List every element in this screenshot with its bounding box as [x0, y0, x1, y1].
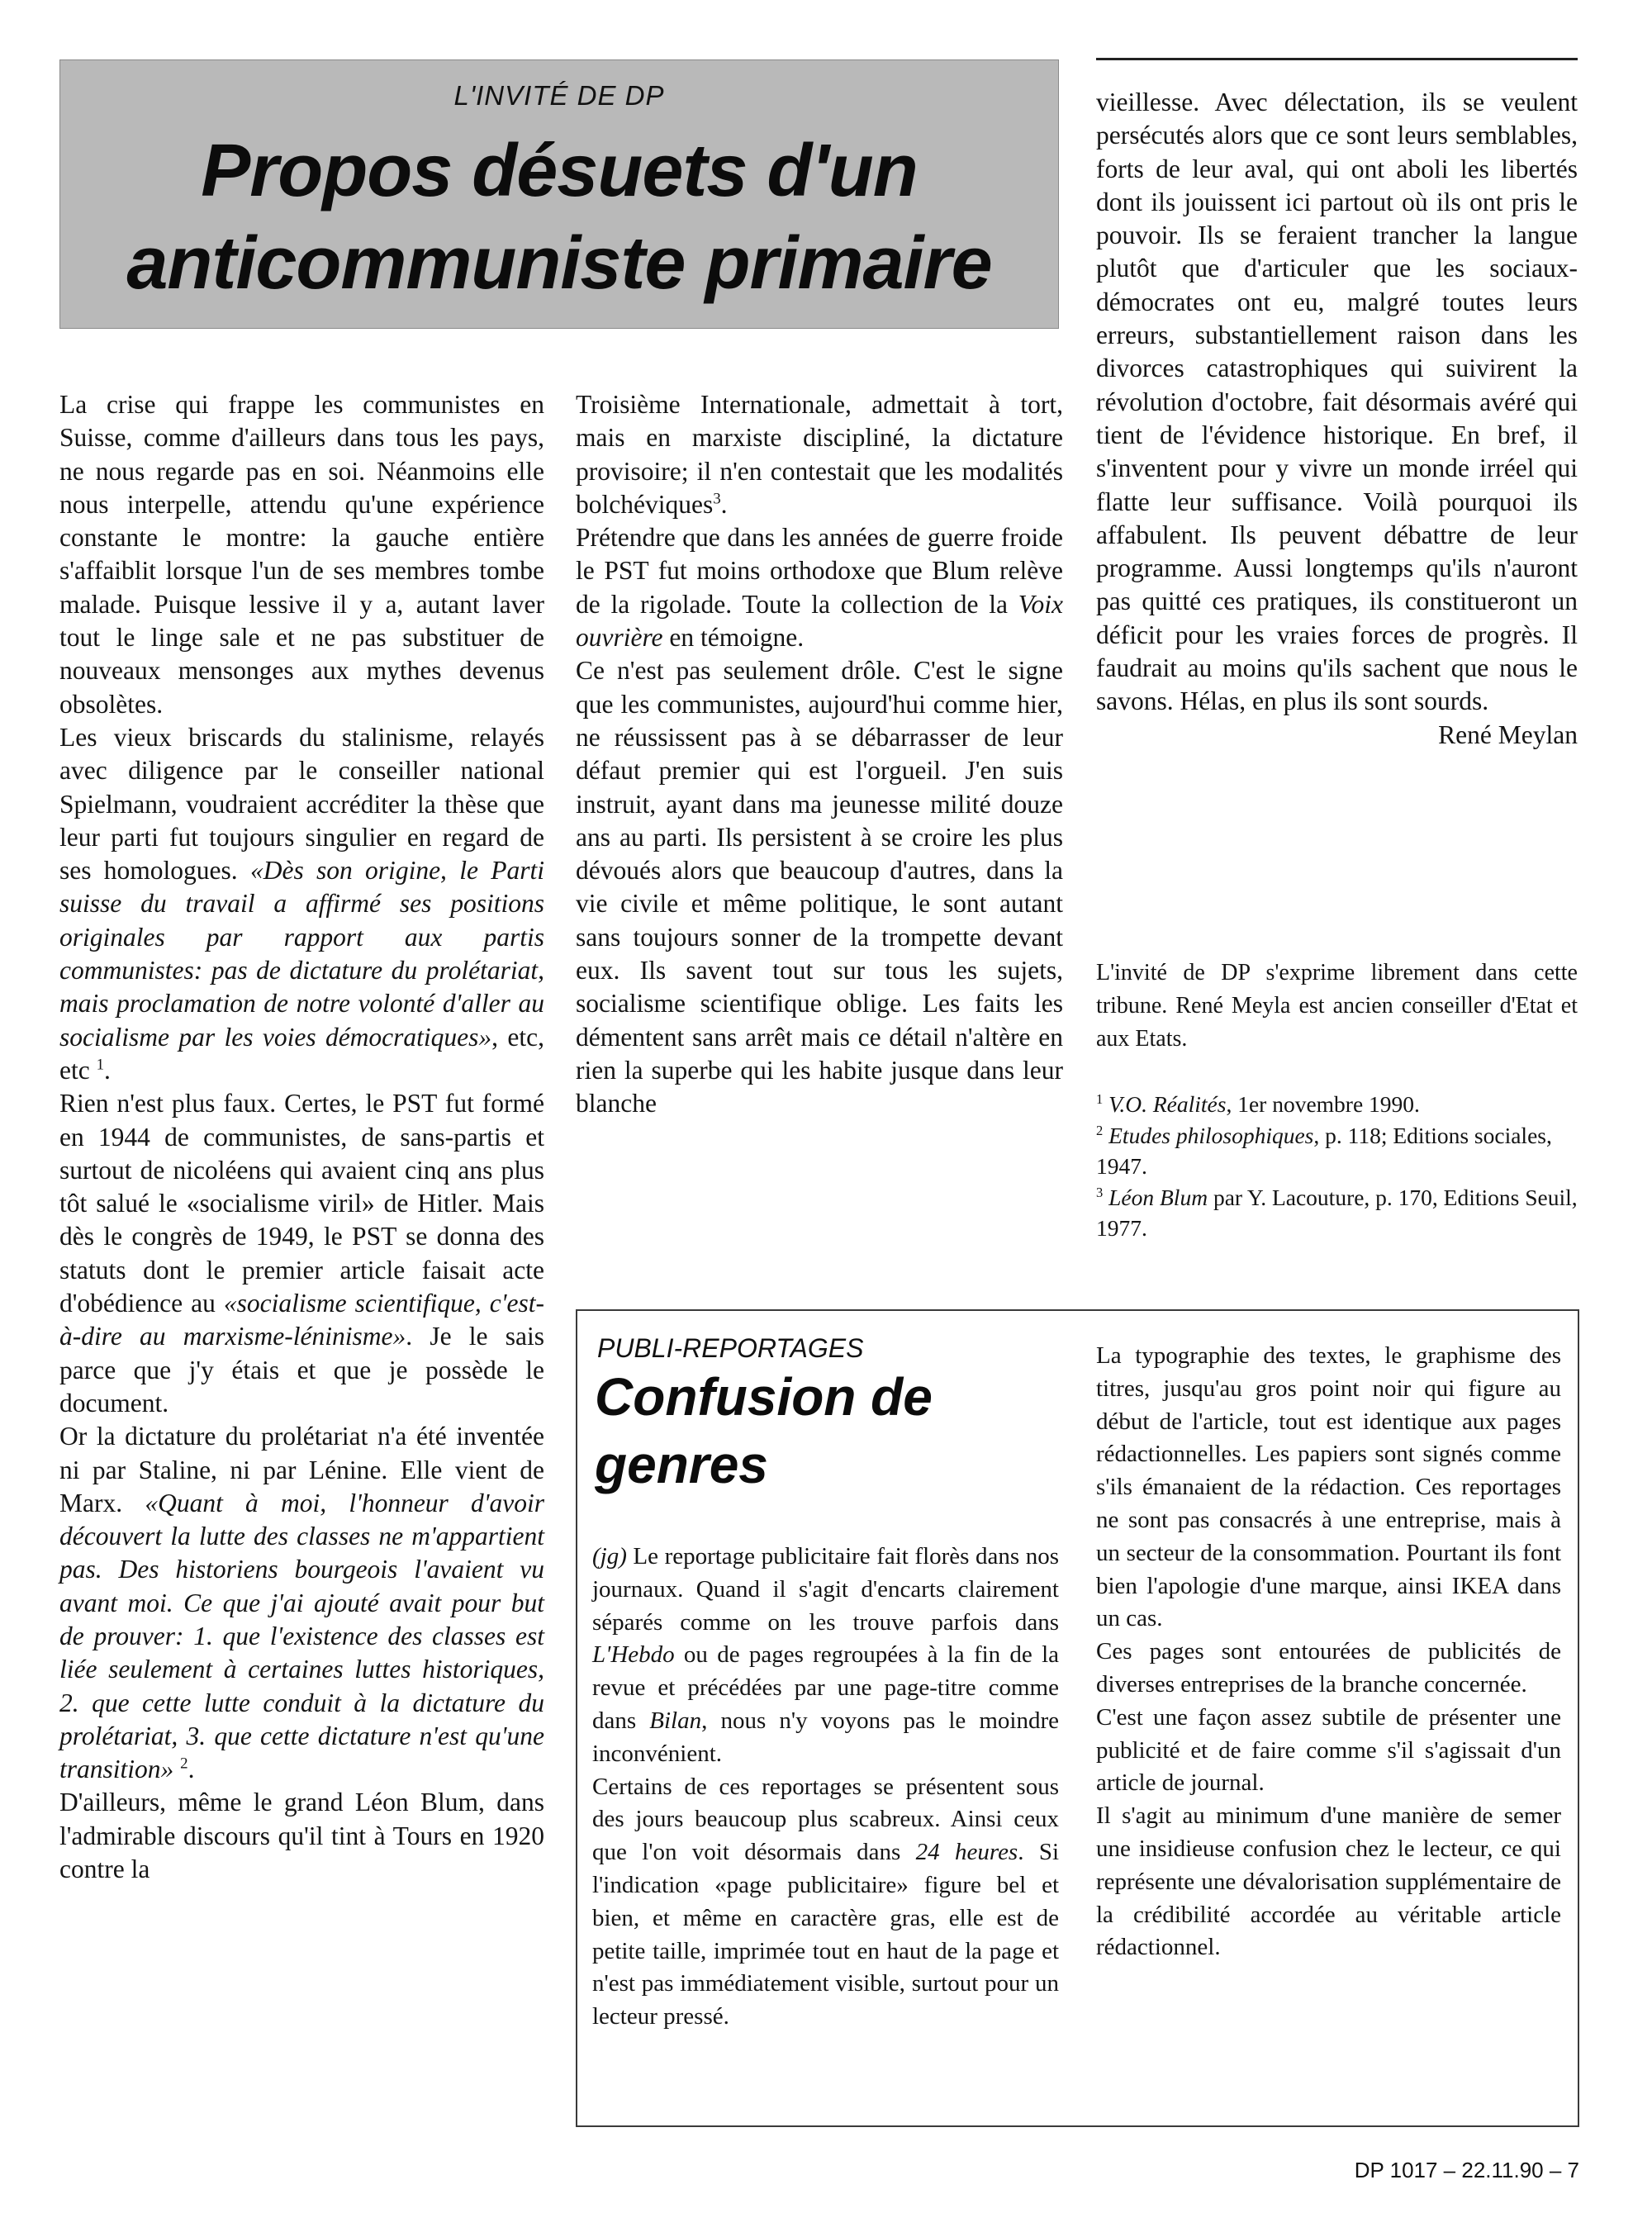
paragraph [59, 1420, 544, 1786]
text-run: Les vieux briscards du stalinisme, relayés avec diligence par le conseiller national Spielmann, voudraient accréditer la thèse que leur parti fut toujours singulier en regard de ses homologues. [59, 722, 544, 886]
paragraph: L'invité de DP s'exprime librement dans cette tribune. René Meyla est ancien conseiller d'Etat et aux Etats. [1096, 960, 1578, 1052]
column-top-rule [1096, 58, 1578, 60]
paragraph [592, 1771, 1059, 2034]
publi-column-1 [592, 1541, 1059, 2034]
text-run: Le reportage publicitaire fait florès dans nos journaux. Quand il s'agit d'encarts clairement séparés comme on les trouve parfois dans [592, 1543, 1059, 1636]
article-column-3 [1096, 86, 1578, 752]
italic-run: Léon Blum [1108, 1184, 1208, 1210]
article-title-box [59, 59, 1059, 329]
italic-run: Bilan [649, 1707, 702, 1734]
text-run: , 1er novembre 1990. [1226, 1091, 1420, 1117]
quote-run: «Quant à moi, l'honneur d'avoir découvert la lutte des classes ne m'appartient pas. Des historiens bourgeois l'avaient vu avant moi. Ce que j'ai ajouté avait pour but de prouver: 1. que l'existence des classes est liée seulement à certaines luttes historiques, 2. que cette lutte conduit à la dictature du prolétariat, 3. que cette dictature n'est qu'une transition» [59, 1488, 544, 1784]
italic-run: V.O. Réalités [1108, 1091, 1227, 1117]
italic-run: 24 heures [915, 1839, 1018, 1866]
paragraph: La crise qui frappe les communistes en Suisse, comme d'ailleurs dans tous les pays, ne nous regarde pas en soi. Néanmoins elle nous interpelle, attendu qu'une expérience constante le montre: la gauche entière s'affaiblit lorsque l'un de ses membres tombe malade. Puisque lessive il y a, autant laver tout le linge sale et ne pas substituer de nouveaux mensonges aux mythes devenus obsolètes. [59, 390, 544, 719]
footnote-2 [1096, 1120, 1578, 1182]
footnote-ref: 3 [713, 490, 721, 508]
publi-title: Confusion de genres [595, 1367, 933, 1494]
text-run [173, 1755, 180, 1783]
footnotes [1096, 1089, 1578, 1244]
text-run: . Si l'indication «page publicitaire» figure bel et bien, et même en caractère gras, elle est de petite taille, imprimée tout en haut de la page et n'est pas immédiatement visible, surtout pour un lecteur pressé. [592, 1839, 1059, 2030]
quote-run: «socialisme scientifique, c'est-à-dire au marxisme-léninisme» [59, 1289, 544, 1351]
italic-run: Voix ouvrière [576, 589, 1063, 653]
footnote-3 [1096, 1182, 1578, 1244]
footnote-ref: 2 [180, 1755, 188, 1773]
paragraph: D'ailleurs, même le grand Léon Blum, dans l'admirable discours qu'il tint à Tours en 1920 contre la [59, 1788, 544, 1884]
quote-run: «Dès son origine, le Parti suisse du travail a affirmé ses positions originales par rapport aux partis communistes: pas de dictature du prolétariat, mais proclamation de notre volonté d'aller au socialisme par les voies démocratiques» [59, 856, 544, 1052]
text-run: Prétendre que dans les années de guerre froide le PST fut moins orthodoxe que Blum relève de la rigolade. Toute la collection de la [576, 523, 1063, 619]
article-kicker: L'INVITÉ DE DP [453, 80, 665, 111]
italic-run: Etudes philosophiques [1108, 1122, 1314, 1148]
footnote-number: 1 [1096, 1090, 1104, 1107]
footnote-number: 2 [1096, 1122, 1104, 1138]
text-run: , p. 118; Editions sociales, 1947. [1096, 1122, 1552, 1179]
paragraph: Il s'agit au minimum d'une manière de semer une insidieuse confusion chez le lecteur, ce qui représente une dévalorisation supplémentaire de la crédibilité accordée au véritable article rédactionnel. [1096, 1802, 1561, 1961]
publi-kicker: PUBLI-REPORTAGES [597, 1333, 864, 1363]
text-run: , nous n'y voyons pas le moindre inconvénient. [592, 1707, 1059, 1767]
footnote-1 [1096, 1089, 1578, 1120]
footnote-ref: 1 [96, 1056, 105, 1074]
publi-column-2 [1096, 1340, 1561, 1964]
text-run: . [104, 1055, 111, 1085]
text-run: par Y. Lacouture, p. 170, Editions Seuil, 1977. [1096, 1184, 1578, 1241]
author-signature: René Meylan [1438, 719, 1578, 749]
text-run: Troisième Internationale, admettait à tort, mais en marxiste discipliné, la dictature provisoire; il n'en contestait que les modalités bolchéviques [576, 390, 1063, 519]
paragraph [592, 1541, 1059, 1771]
article-column-2 [576, 388, 1063, 1121]
text-run: Rien n'est plus faux. Certes, le PST fut formé en 1944 de communistes, de sans-partis et surtout de nicoléens qui avaient cinq ans plus tôt salué le «socialisme viril» de Hitler. Mais dès le congrès de 1949, le PST se donna des statuts dont le premier article faisait acte d'obédience au [59, 1089, 544, 1318]
text-run: , etc, etc [59, 1022, 544, 1085]
italic-run: L'Hebdo [592, 1641, 675, 1669]
page-folio: DP 1017 – 22.11.90 – 7 [1354, 2158, 1579, 2182]
paragraph [576, 388, 1063, 521]
author-initials: (jg) [592, 1543, 627, 1570]
text-run: ou de pages regroupées à la fin de la revue et précédées par une page-titre comme dans [592, 1641, 1059, 1734]
paragraph [59, 721, 544, 1087]
paragraph: La typographie des textes, le graphisme des titres, jusqu'au gros point noir qui figure au début de l'article, tout est identique aux pages rédactionnelles. Les papiers sont signés comme s'ils émanaient de la rédaction. Ces reportages ne sont pas consacrés à une entreprise, mais à un secteur de la consommation. Pourtant ils font bien l'apologie d'une marque, ainsi IKEA dans un cas. [1096, 1342, 1561, 1632]
article-column-1 [59, 388, 544, 1886]
text-run: . [188, 1755, 195, 1784]
text-run: Or la dictature du prolétariat n'a été inventée ni par Staline, ni par Lénine. Elle vient de Marx. [59, 1422, 544, 1517]
paragraph: Ces pages sont entourées de publicités de diverses entreprises de la branche concernée. [1096, 1638, 1561, 1698]
paragraph: C'est une façon assez subtile de présenter une publicité et de faire comme s'il s'agissait d'un article de journal. [1096, 1703, 1561, 1797]
text-run: . Je le sais parce que j'y étais et que je possède le document. [59, 1322, 544, 1418]
paragraph: vieillesse. Avec délectation, ils se veulent persécutés alors que ce sont leurs semblables, forts de leur aval, qui ont aboli les libertés dont ils jouissent ici partout où ils ont pris le pouvoir. Ils se feraient trancher la langue plutôt que d'articuler que les sociaux-démocrates ont eu, malgré toutes leurs erreurs, substantiellement raison dans les divorces catastrophiques qui suivirent la révolution d'octobre, fait désormais avéré qui tient de l'évidence historique. En bref, il s'inventent pour y vivre un monde irréel qui flatte leur suffisance. Voilà pourquoi ils affabulent. Ils peuvent débattre de leur programme. Aussi longtemps qu'ils n'auront pas quitté ces pratiques, ils constitueront un déficit pour les vraies forces de progrès. Il faudrait au moins qu'ils sachent que nous le savons. Hélas, en plus ils sont sourds. [1096, 88, 1578, 716]
text-run: en témoigne. [662, 623, 805, 653]
footnote-number: 3 [1096, 1184, 1104, 1200]
text-run: . [720, 489, 728, 519]
paragraph [59, 1087, 544, 1420]
text-run: Certains de ces reportages se présentent sous des jours beaucoup plus scabreux. Ainsi ceux que l'on voit désormais dans [592, 1773, 1059, 1866]
paragraph: Ce n'est pas seulement drôle. C'est le signe que les communistes, aujourd'hui comme hier, ne réussissent pas à se débarrasser de leur défaut premier qui est l'orgueil. J'en suis instruit, ayant dans ma jeunesse milité douze ans au parti. Ils persistent à se croire les plus dévoués alors que beaucoup d'autres, dans la vie civile et même politique, le sont autant sans toujours sonner de la trompette devant eux. Ils savent tout sur tous les sujets, socialisme scientifique oblige. Les faits les démentent sans arrêt mais ce détail n'altère en rien la superbe qui les habite jusque dans leur blanche [576, 656, 1063, 1118]
tribune-note [1096, 957, 1578, 1056]
paragraph [576, 521, 1063, 654]
article-headline: Propos désuets d'un anticommuniste primaire [126, 130, 992, 305]
